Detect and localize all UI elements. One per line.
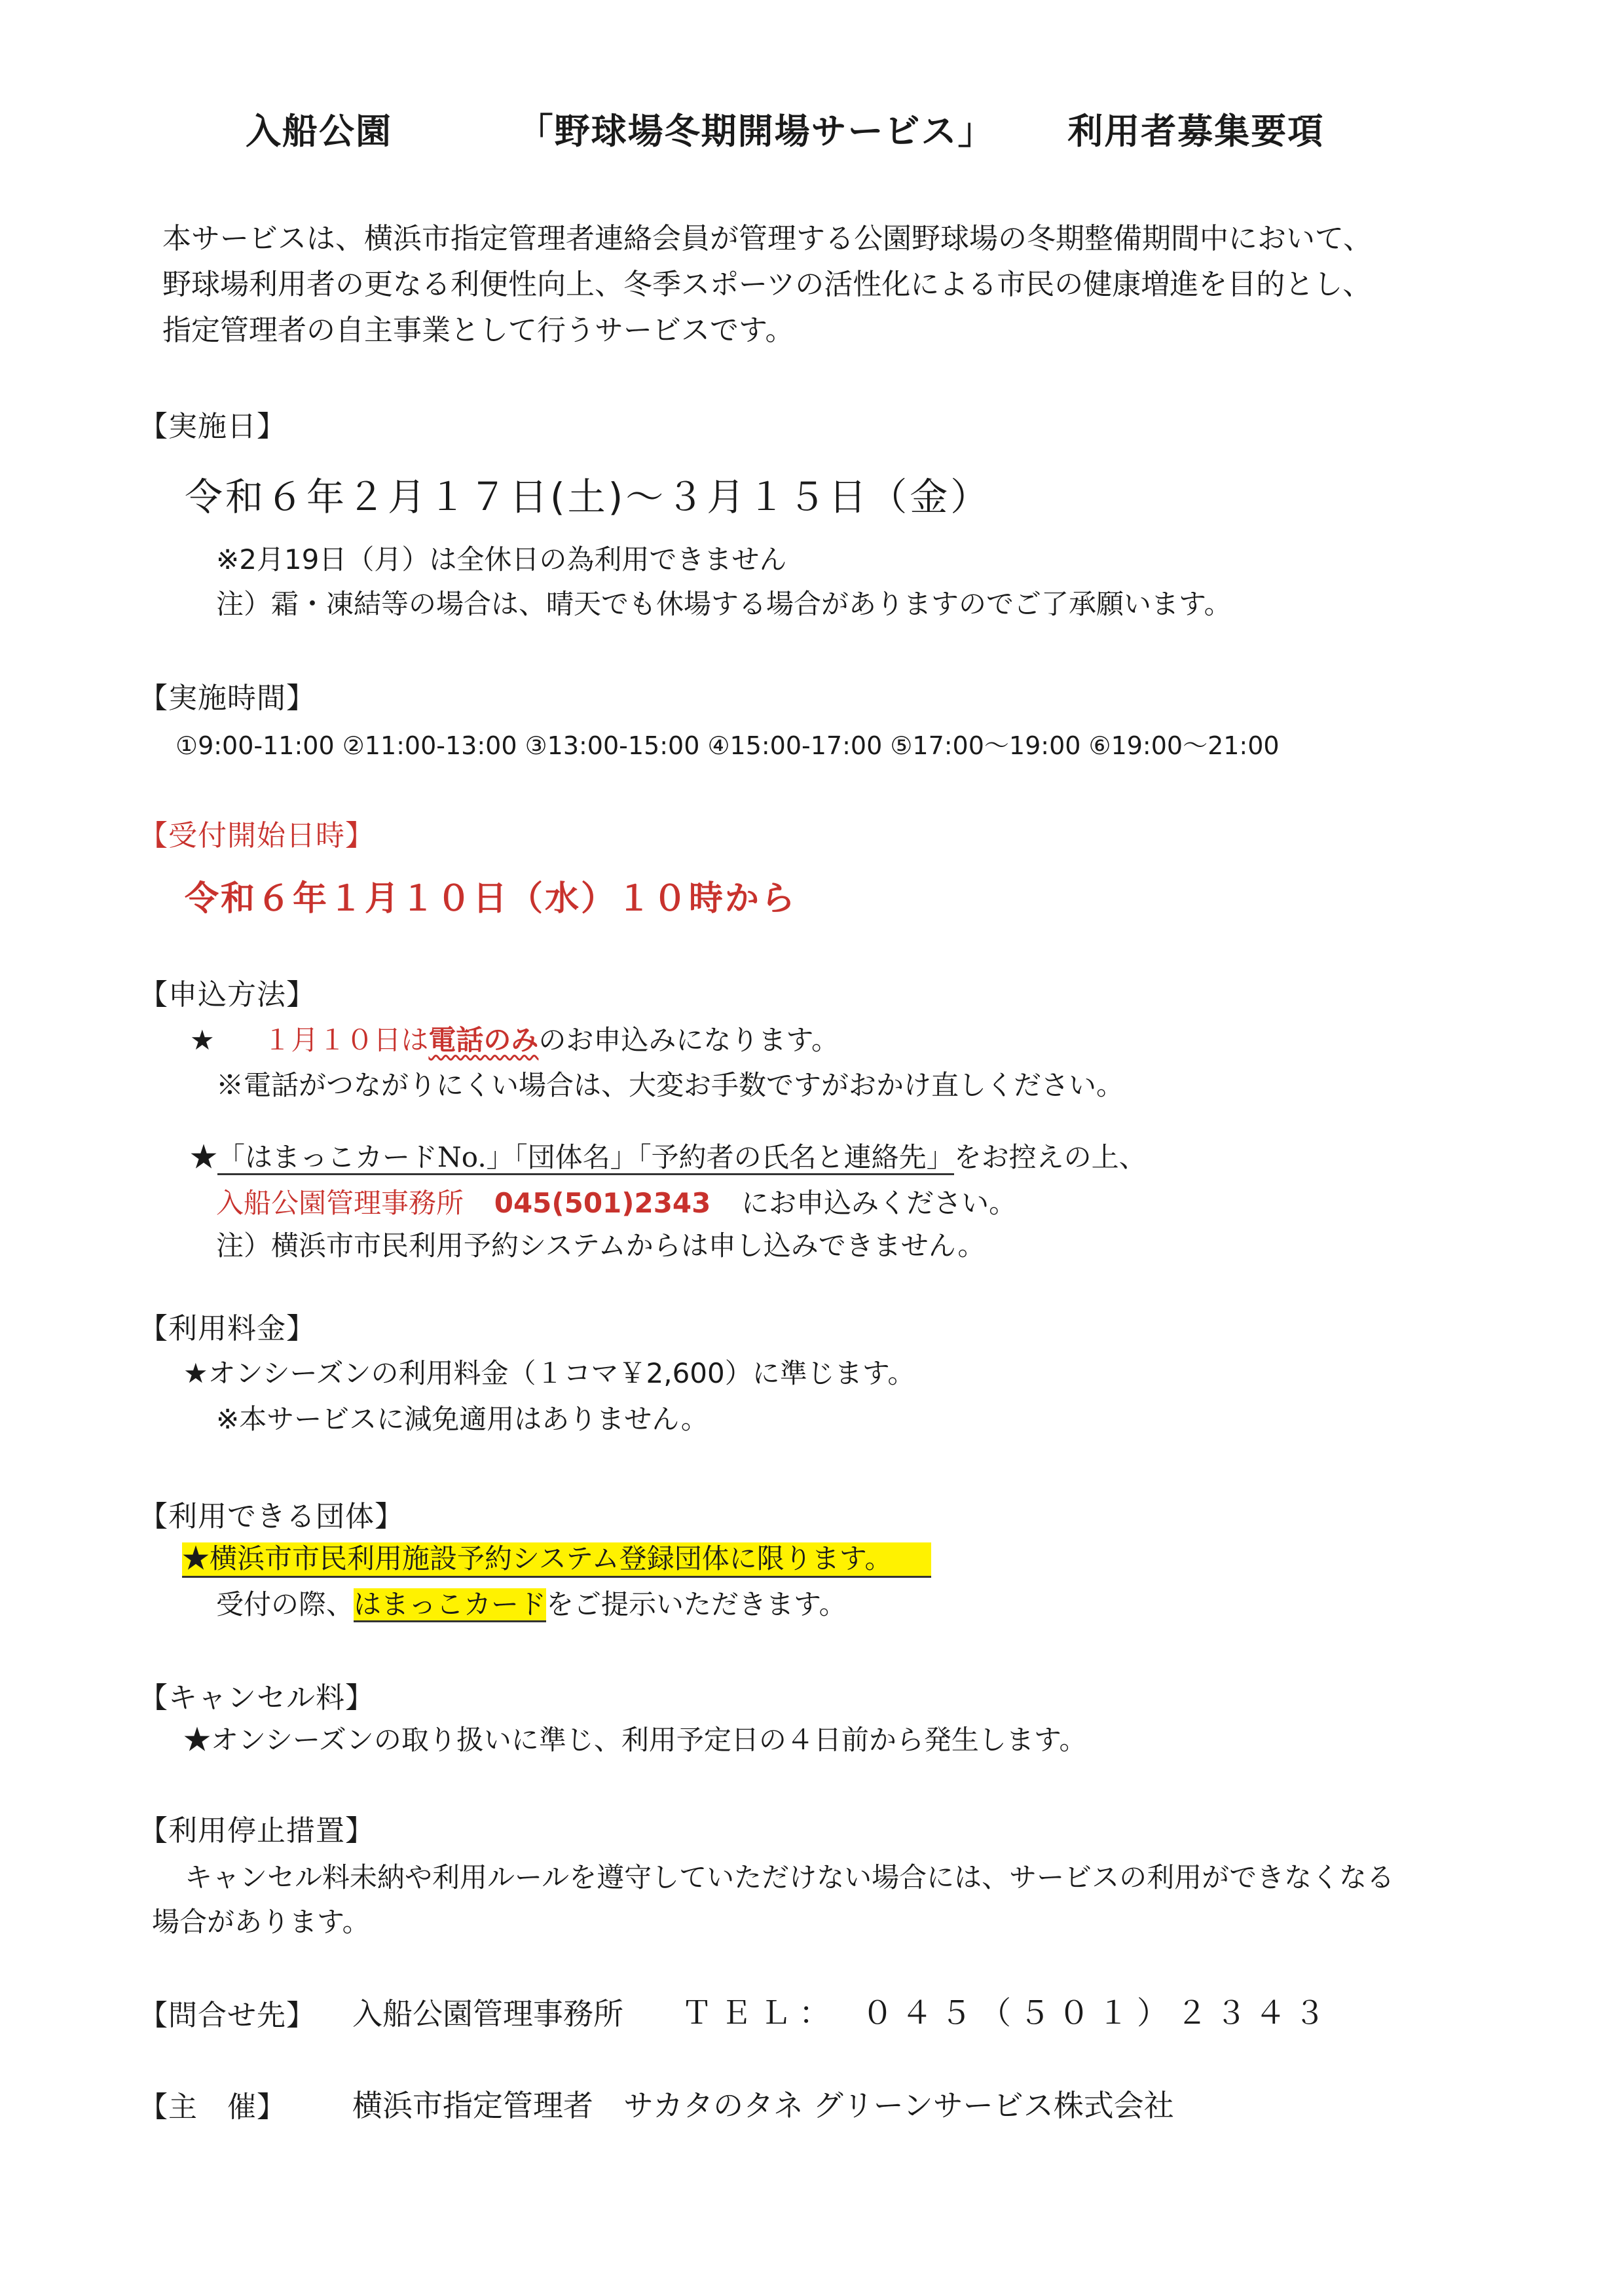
intro-line-3: 指定管理者の自主事業として行うサービスです。 [162,314,794,347]
contact-heading: 【問合せ先】 [139,1999,316,2032]
eligible-highlight: ★横浜市市民利用施設予約システム登録団体に限ります。 [182,1542,931,1578]
contact-tel: ＴＥＬ： ０４５（５０１）２３４３ [681,1995,1334,2032]
apply-heading: 【申込方法】 [139,978,316,1011]
reception-datetime: 令和６年１月１０日（水）１０時から [185,879,798,919]
fee-heading: 【利用料金】 [139,1312,316,1345]
schedule-note-2: 注）霜・凍結等の場合は、晴天でも休場する場合がありますのでご了承願います。 [216,588,1232,620]
apply-note-1: ※電話がつながりにくい場合は、大変お手数ですがおかけ直しください。 [216,1069,1124,1101]
office-name: 入船公園管理事務所 [216,1187,464,1219]
suspend-line-1: キャンセル料未納や利用ルールを遵守していただけない場合には、サービスの利用ができなくなる [185,1861,1395,1893]
office-phone: 045(501)2343 [494,1187,711,1219]
eligible-line-2 [216,1583,847,1622]
star-icon: ★ [190,1024,215,1056]
fee-line-1: ★オンシーズンの利用料金（１コマ￥2,600）に準じます。 [183,1357,915,1389]
page-title [246,103,1324,154]
hamakko-card-highlight: はまっこカード [354,1588,546,1622]
suspend-line-2: 場合があります。 [152,1906,370,1938]
hours-slots: ①9:00-11:00 ②11:00-13:00 ③13:00-15:00 ④15:00-17:00 ⑤17:00～19:00 ⑥19:00～21:00 [175,731,1280,760]
eligible-heading: 【利用できる団体】 [139,1500,404,1533]
suspend-heading: 【利用停止措置】 [139,1814,375,1848]
apply-note-2: 注）横浜市市民利用予約システムからは申し込みできません。 [216,1230,986,1262]
hours-heading: 【実施時間】 [139,682,316,715]
apply-line-1 [190,1019,839,1058]
office-rest: にお申込みください。 [741,1187,1017,1219]
schedule-heading: 【実施日】 [139,410,286,443]
apply-line-2 [190,1136,1147,1175]
title-service: 「野球場冬期開場サービス」 [517,111,995,152]
star-icon: ★ [190,1141,218,1173]
eligible-line-1 [182,1537,931,1576]
schedule-note-1: ※2月19日（月）は全休日の為利用できません [216,543,787,575]
apply-phone-only: 電話のみ [428,1024,539,1056]
organizer-heading: 【主 催】 [139,2090,286,2124]
intro-line-2: 野球場利用者の更なる利便性向上、冬季スポーツの活性化による市民の健康増進を目的とし、 [162,268,1372,301]
title-subject: 利用者募集要項 [1067,111,1325,152]
cancel-heading: 【キャンセル料】 [139,1681,375,1715]
apply-date-red: １月１０日は [263,1024,429,1056]
eligible-line-2-pre: 受付の際、 [216,1588,354,1620]
apply-required-items: 「はまっこカードNo.」「団体名」「予約者の氏名と連絡先」 [217,1141,954,1175]
reception-heading: 【受付開始日時】 [139,819,375,852]
apply-line-2-rest: をお控えの上、 [953,1141,1147,1173]
eligible-line-2-post: をご提示いただきます。 [546,1588,847,1620]
cancel-line-1: ★オンシーズンの取り扱いに準じ、利用予定日の４日前から発生します。 [183,1724,1087,1756]
apply-line-1-rest: のお申込みになります。 [538,1024,840,1056]
organizer-value: 横浜市指定管理者 サカタのタネ グリーンサービス株式会社 [352,2088,1174,2123]
intro-line-1: 本サービスは、横浜市指定管理者連絡会員が管理する公園野球場の冬期整備期間中において、 [162,222,1373,255]
schedule-dates: 令和６年２月１７日(土)～３月１５日（金） [185,475,991,519]
title-park: 入船公園 [246,111,392,152]
contact-office: 入船公園管理事務所 [352,1996,623,2032]
apply-office-line [216,1182,1016,1221]
fee-line-2: ※本サービスに減免適用はありません。 [216,1403,709,1435]
